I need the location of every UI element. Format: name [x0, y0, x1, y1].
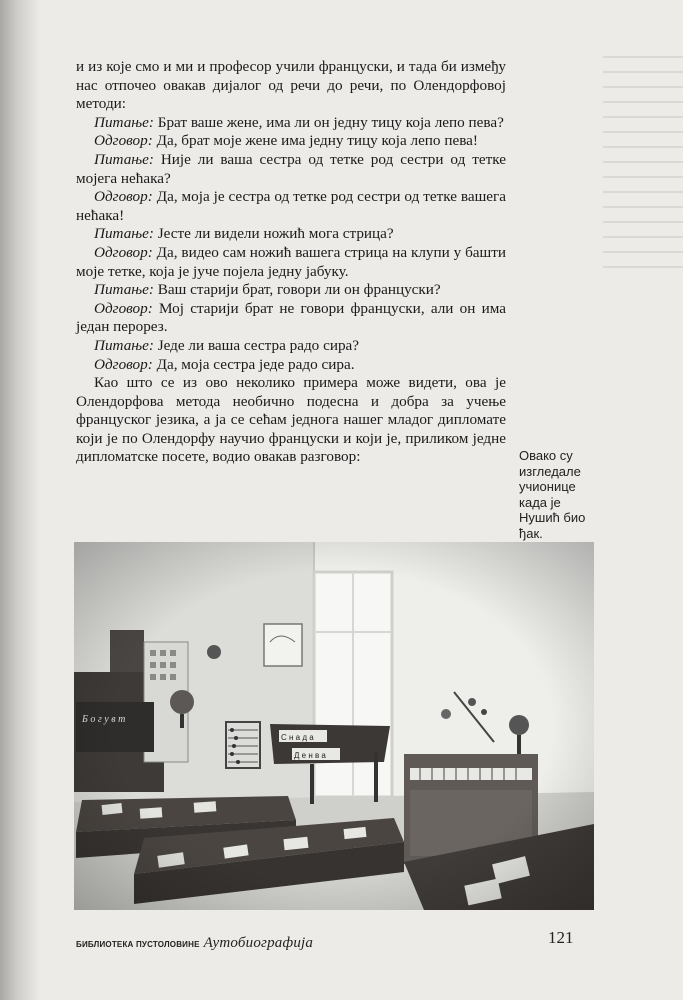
paragraph-text: Мој старији брат не говори француски, али он има један перорез.	[76, 299, 506, 336]
paragraph	[76, 188, 506, 225]
photo-caption: Овако су изгледале учионице када је Нушић био ђак.	[519, 448, 586, 541]
dialogue-speaker: Питање:	[94, 150, 154, 168]
paragraph-text: Брат ваше жене, има ли он једну тицу која лепо пева?	[153, 113, 504, 131]
body-text	[76, 58, 506, 467]
paragraph-text: Да, моја сестра једе радо сира.	[152, 355, 355, 373]
paragraph	[76, 300, 506, 337]
paragraph-text: и из које смо и ми и професор учили француски, и тада би између нас отпочео овакав дијалог од речи до речи, по Олендорфовој методи:	[76, 58, 506, 113]
paragraph-text: Да, видео сам ножић вашега стрица на клупи у башти моје тетке, која је јуче појела једну јабуку.	[76, 243, 506, 280]
paragraph	[76, 114, 506, 133]
dialogue-speaker: Питање:	[94, 113, 154, 131]
dialogue-speaker: Питање:	[94, 225, 154, 243]
paragraph-text: Ваш старији брат, говори ли он француски?	[153, 281, 441, 299]
paragraph	[76, 225, 506, 244]
dialogue-speaker: Питање:	[94, 281, 154, 299]
dialogue-speaker: Питање:	[94, 336, 154, 354]
book-title: Аутобиографија	[203, 935, 314, 951]
paragraph-text: Као што се из ово неколико примера може видети, ова је Олендорфова метода необично подесна и добра за учење француског језика, а ја се сећам једнога нашег младог дипломате који је по Олендорфу научио француски и који је, приликом једне дипломатске посете, водио овакав разговор:	[76, 374, 506, 466]
dialogue-speaker: Одговор:	[94, 299, 153, 317]
paragraph	[76, 151, 506, 188]
dialogue-speaker: Одговор:	[94, 132, 153, 150]
bleed-through-shadow	[603, 56, 683, 276]
paragraph-text: Да, моја је сестра од тетке род сестри од тетке вашега нећака!	[76, 188, 506, 224]
paragraph	[76, 132, 506, 151]
dialogue-speaker: Одговор:	[94, 243, 153, 261]
classroom-photo	[74, 542, 594, 910]
paragraph-text: Једе ли ваша сестра радо сира?	[153, 336, 360, 354]
paragraph	[76, 374, 506, 467]
footer-running-head	[76, 935, 313, 952]
paragraph	[76, 244, 506, 281]
paragraph-text: Да, брат моје жене има једну тицу која лепо пева!	[152, 132, 478, 150]
dialogue-speaker: Одговор:	[94, 355, 153, 373]
paragraph	[76, 58, 506, 114]
paragraph	[76, 281, 506, 300]
paragraph	[76, 356, 506, 375]
paragraph	[76, 337, 506, 356]
classroom-photo-illustration	[74, 542, 594, 910]
series-name: БИБЛИОТЕКА ПУСТОЛОВИНЕ	[76, 940, 200, 949]
paragraph-text: Јесте ли видели ножић мога стрица?	[153, 225, 394, 243]
paragraph-text: Није ли ваша сестра од тетке род сестри од тетке мојега нећака?	[76, 150, 506, 187]
page-gutter-shadow	[0, 0, 40, 1000]
page-number: 121	[548, 928, 574, 947]
dialogue-speaker: Одговор:	[94, 188, 153, 206]
